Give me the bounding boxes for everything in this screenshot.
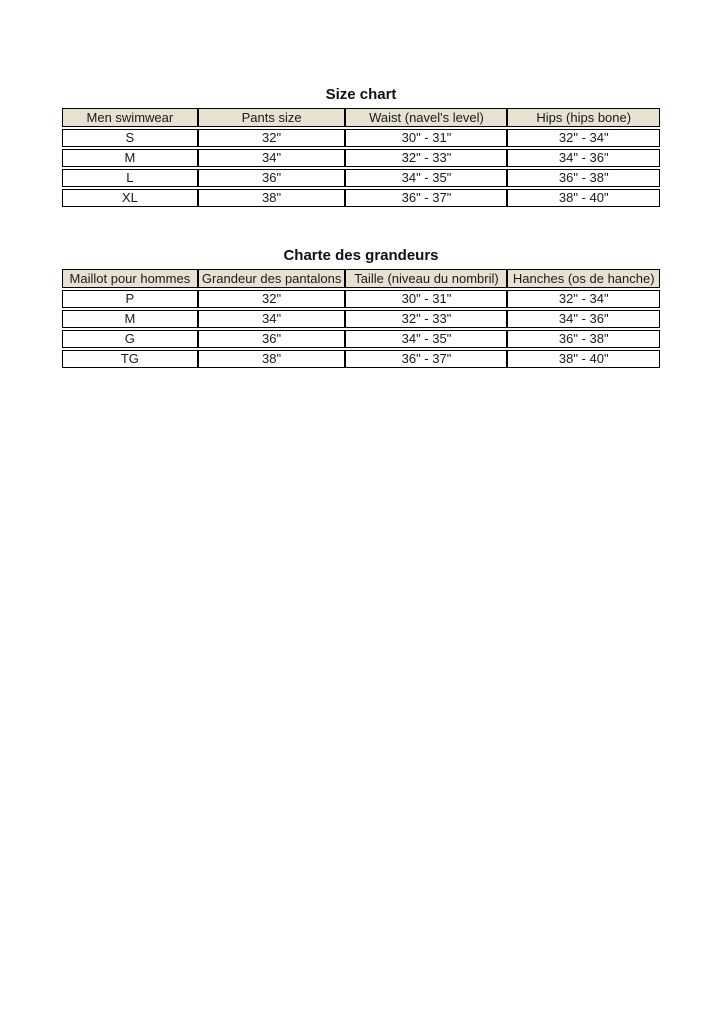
table-row [62,149,660,167]
pants-size-cell: 38" [198,189,346,207]
column-header-waist: Waist (navel's level) [345,108,507,127]
header-row [62,108,660,127]
size-chart-title-en: Size chart [325,86,397,103]
waist-cell: 30" - 31" [345,290,507,308]
column-header-swimwear: Men swimwear [62,108,198,127]
table-row [62,129,660,147]
column-header-hips: Hips (hips bone) [507,108,660,127]
waist-cell: 34" - 35" [345,330,507,348]
size-chart-section-en [62,86,660,209]
table-row [62,310,660,328]
size-chart-table-en [62,106,660,209]
pants-size-cell: 38" [198,350,346,368]
size-cell: L [62,169,198,187]
table-row [62,350,660,368]
size-cell: G [62,330,198,348]
size-cell: M [62,149,198,167]
hips-cell: 38" - 40" [507,189,660,207]
size-cell: S [62,129,198,147]
page-content [62,86,660,370]
pants-size-cell: 34" [198,149,346,167]
column-header-hips-fr: Hanches (os de hanche) [507,269,660,288]
pants-size-cell: 36" [198,330,346,348]
hips-cell: 32" - 34" [507,290,660,308]
size-chart-table-fr [62,267,660,370]
hips-cell: 34" - 36" [507,149,660,167]
header-row [62,269,660,288]
table-row [62,169,660,187]
hips-cell: 32" - 34" [507,129,660,147]
size-cell: M [62,310,198,328]
hips-cell: 38" - 40" [507,350,660,368]
hips-cell: 36" - 38" [507,330,660,348]
waist-cell: 36" - 37" [345,350,507,368]
size-cell: TG [62,350,198,368]
pants-size-cell: 34" [198,310,346,328]
size-cell: P [62,290,198,308]
waist-cell: 36" - 37" [345,189,507,207]
hips-cell: 34" - 36" [507,310,660,328]
pants-size-cell: 32" [198,129,346,147]
table-row [62,290,660,308]
size-chart-title-fr: Charte des grandeurs [283,247,439,264]
table-row [62,189,660,207]
size-chart-section-fr [62,247,660,370]
waist-cell: 32" - 33" [345,310,507,328]
waist-cell: 34" - 35" [345,169,507,187]
waist-cell: 30" - 31" [345,129,507,147]
waist-cell: 32" - 33" [345,149,507,167]
column-header-swimwear-fr: Maillot pour hommes [62,269,198,288]
hips-cell: 36" - 38" [507,169,660,187]
table-row [62,330,660,348]
column-header-pants-size-fr: Grandeur des pantalons [198,269,346,288]
pants-size-cell: 32" [198,290,346,308]
size-cell: XL [62,189,198,207]
pants-size-cell: 36" [198,169,346,187]
column-header-pants-size: Pants size [198,108,346,127]
column-header-waist-fr: Taille (niveau du nombril) [345,269,507,288]
